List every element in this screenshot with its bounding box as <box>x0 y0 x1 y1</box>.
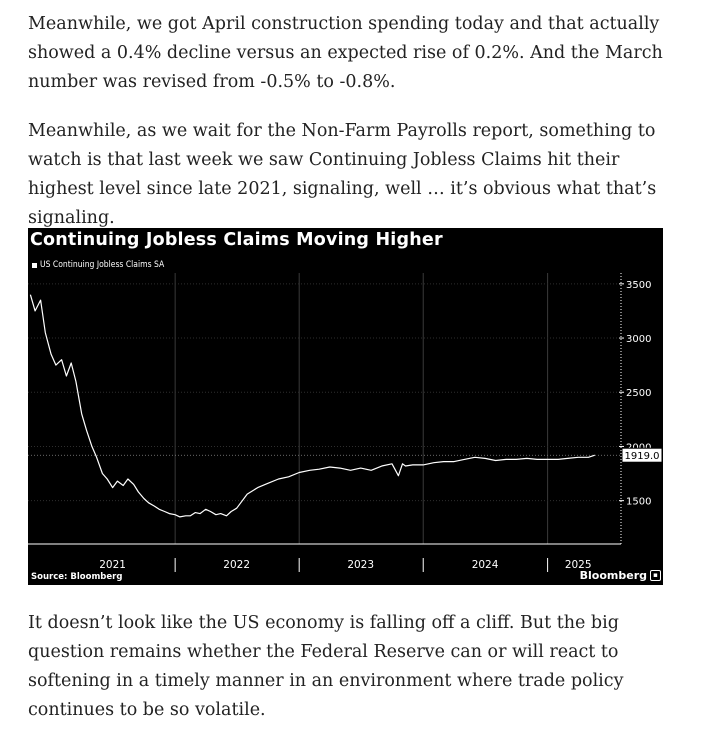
bloomberg-logo <box>580 569 661 582</box>
bloomberg-terminal-icon: ▪ <box>650 570 661 581</box>
y-tick-label: 3500 <box>626 279 652 291</box>
article-paragraph-1: Meanwhile, we got April construction spending today and that actually showed a 0.4% decline versus an expected rise of 0.2%. And the March number was revised from -0.5% to -0.8%. <box>28 14 663 92</box>
article-paragraph-2: Meanwhile, as we wait for the Non-Farm Payrolls report, something to watch is that last week we saw Continuing Jobless Claims hit their highest level since late 2021, signaling, well … it’s obvious what that’s signaling. <box>28 121 657 228</box>
legend-label: US Continuing Jobless Claims SA <box>40 260 165 270</box>
x-tick-label: 2023 <box>347 559 375 571</box>
x-tick-label: 2022 <box>223 559 251 571</box>
article-paragraph-3: It doesn’t look like the US economy is falling off a cliff. But the big question remains whether the Federal Reserve can or will react to softening in a timely manner in an environment where trade policy continues to be so volatile. <box>28 613 624 720</box>
chart-container <box>28 228 663 585</box>
chart-plot <box>28 228 663 585</box>
bloomberg-wordmark: Bloomberg <box>579 569 647 582</box>
x-tick-label: 2021 <box>99 559 126 571</box>
chart-source: Source: Bloomberg <box>31 572 123 582</box>
chart-title: Continuing Jobless Claims Moving Higher <box>30 230 443 250</box>
y-tick-label: 1500 <box>626 496 652 508</box>
series-line <box>30 295 594 517</box>
x-tick-label: 2025 <box>564 559 592 571</box>
x-tick-label: 2024 <box>471 559 499 571</box>
y-tick-label: 3000 <box>626 334 652 346</box>
y-tick-label: 2500 <box>626 388 652 400</box>
last-value-label: 1919.0 <box>624 451 660 463</box>
